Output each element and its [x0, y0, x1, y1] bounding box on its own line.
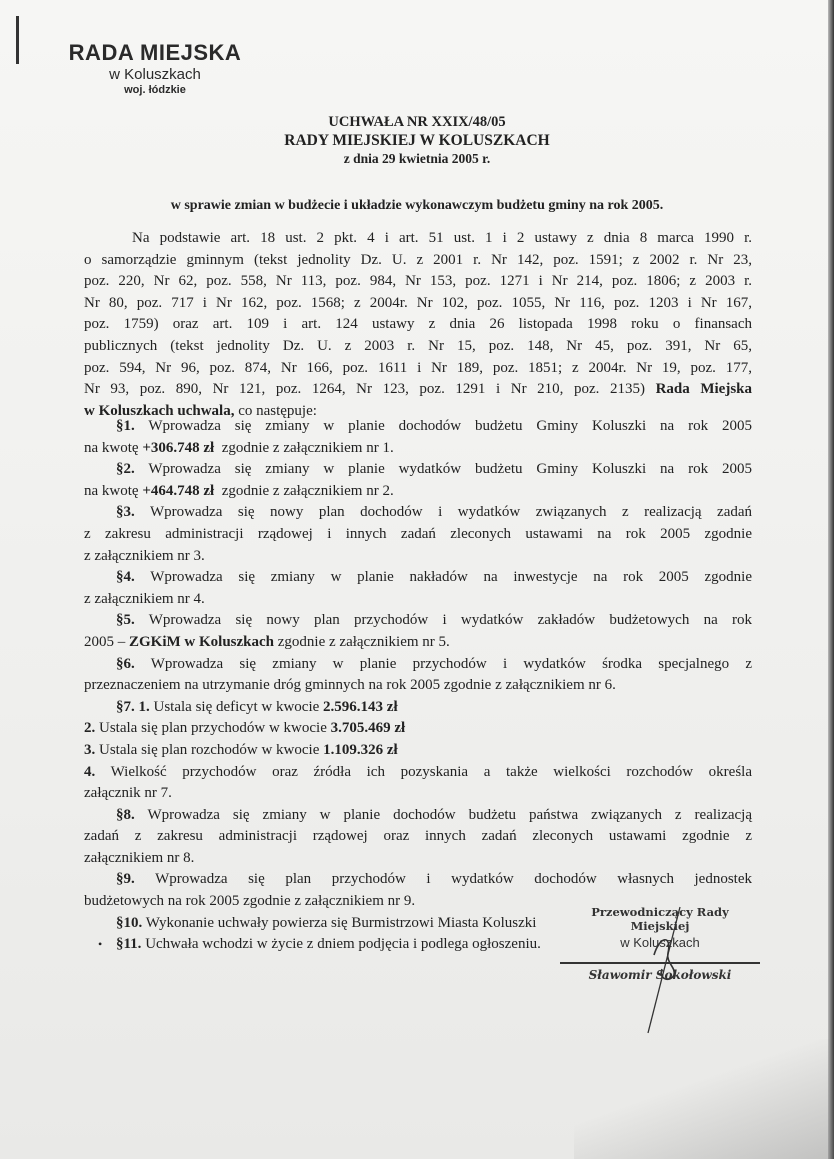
preamble-line: Nr 80, poz. 717 i Nr 162, poz. 1568; z 2004r. Nr 102, poz. 1055, Nr 116, poz. 1203 i Nr 167, [84, 294, 752, 311]
deficit-amount: 2.596.143 zł [323, 698, 398, 715]
preamble-tail: co następuje: [238, 402, 317, 419]
paragraph-5 [84, 610, 752, 653]
paragraph-number: §5. [116, 612, 135, 629]
paragraph-number: §3. [116, 504, 135, 521]
scan-corner-shadow [574, 1039, 834, 1159]
resolution-date: z dnia 29 kwietnia 2005 r. [343, 151, 491, 166]
paragraph-text: przeznaczeniem na utrzymanie dróg gminnych na rok 2005 zgodnie z załącznikiem nr 6. [84, 677, 616, 694]
preamble-line: publicznych (tekst jednolity Dz. U. z 2003 r. Nr 15, poz. 148, Nr 45, poz. 391, Nr 65, [84, 337, 752, 354]
paragraph-text: z załącznikiem nr 4. [84, 590, 205, 607]
council-stamp [60, 40, 250, 96]
paragraph-text: zgodnie z załącznikiem nr 2. [221, 482, 394, 499]
paragraph-text: zadań z zakresu administracji rządowej oraz innych zadań zleconych ustawami zgodnie z [84, 828, 752, 845]
signatory-place: w Koluszkach [620, 935, 700, 950]
paragraph-text: Wprowadza się zmiany w planie dochodów budżetu państwa związanych z realizacją [147, 806, 752, 823]
paragraph-text: Uchwała wchodzi w życie z dniem podjęcia i podlega ogłoszeniu. [145, 936, 541, 953]
preamble-line: o samorządzie gminnym (tekst jednolity Dz. U. z 2001 r. Nr 142, poz. 1591; z 2002 r. Nr 23, [84, 251, 752, 268]
item-number: 3. [84, 741, 96, 758]
paragraph-3 [84, 502, 752, 567]
signatory-title: Przewodniczący Rady Miejskiej [591, 905, 729, 933]
paragraph-text: Wprowadza się plan przychodów i wydatków dochodów własnych jednostek [155, 871, 752, 888]
paragraph-number: §8. [116, 806, 135, 823]
paragraph-number: §7. 1. [116, 698, 150, 715]
preamble-line: poz. 1759) oraz art. 109 i art. 124 ustawy z dnia 26 listopada 1998 roku o finansach [84, 316, 752, 333]
paragraph-text: Ustala się plan rozchodów w kwocie [99, 741, 320, 758]
paragraph-text: zgodnie z załącznikiem nr 5. [277, 633, 450, 650]
paragraph-text: Wprowadza się zmiany w planie wydatków budżetu Gminy Koluszki na rok 2005 [148, 461, 752, 478]
paragraph-text: Ustala się deficyt w kwocie [153, 698, 320, 715]
paragraph-text: na kwotę [84, 482, 139, 499]
paragraph-text: załącznik nr 7. [84, 785, 172, 802]
unit-name-bold: ZGKiM w Koluszkach [129, 633, 275, 650]
paragraph-number: §6. [116, 655, 135, 672]
resolution-issuer: RADY MIEJSKIEJ W KOLUSZKACH [284, 132, 550, 149]
paragraph-text: Wprowadza się zmiany w planie dochodów budżetu Gminy Koluszki na rok 2005 [148, 418, 752, 434]
bullet-mark-icon: • [98, 937, 103, 952]
preamble-line: Na podstawie art. 18 ust. 2 pkt. 4 i art. 51 ust. 1 i 2 ustawy z dnia 8 marca 1990 r. [132, 230, 752, 246]
stamp-line-1: RADA MIEJSKA [68, 40, 242, 65]
paragraph-1 [84, 416, 752, 459]
paragraph-number: §11. [116, 936, 142, 953]
paragraph-text: Wykonanie uchwały powierza się Burmistrzowi Miasta Koluszki [145, 914, 537, 931]
paragraph-text: Ustala się plan przychodów w kwocie [99, 720, 327, 737]
paragraph-text: z zakresu administracji rządowej i innych zadań zleconych ustawami na rok 2005 zgodnie [84, 525, 752, 542]
paragraph-number: §9. [116, 871, 135, 888]
paragraph-number: §10. [116, 914, 143, 931]
paragraph-text: zgodnie z załącznikiem nr 1. [221, 439, 394, 456]
preamble-line: poz. 220, Nr 62, poz. 558, Nr 113, poz. 984, Nr 153, poz. 1271 i Nr 214, poz. 1806; z 2003 r. [84, 273, 752, 290]
resolution-subject: w sprawie zmian w budżecie i układzie wykonawczym budżetu gminy na rok 2005. [170, 198, 664, 213]
paragraph-2 [84, 459, 752, 502]
paragraph-8 [84, 805, 752, 870]
council-uchwala-bold: w Koluszkach uchwala, [84, 402, 235, 419]
expense-change-amount: +464.748 zł [142, 482, 215, 499]
paragraph-7 [84, 697, 752, 805]
paragraph-number: §4. [116, 569, 135, 586]
income-change-amount: +306.748 zł [142, 439, 215, 456]
paragraph-text: załącznikiem nr 8. [84, 849, 195, 866]
resolution-title: UCHWAŁA NR XXIX/48/05 [328, 114, 506, 130]
paragraph-text: Wielkość przychodów oraz źródła ich pozyskania a także wielkości rozchodów określa [110, 763, 752, 780]
outflow-plan-amount: 1.109.326 zł [323, 741, 398, 758]
paragraph-text: na kwotę [84, 439, 139, 456]
handwritten-signature-icon [640, 905, 690, 1035]
item-number: 4. [84, 763, 96, 780]
preamble-line: poz. 594, Nr 96, poz. 874, Nr 166, poz. 1611 i Nr 189, poz. 1851; z 2004r. Nr 19, poz. 177, [84, 359, 752, 376]
paragraph-text: Wprowadza się nowy plan dochodów i wydatków związanych z realizacją zadań [149, 504, 753, 521]
scan-edge-shadow [828, 0, 834, 1159]
paragraph-text: budżetowych na rok 2005 zgodnie z załącznikiem nr 9. [84, 893, 416, 910]
paragraph-number: §2. [116, 461, 135, 478]
signatory-name: Sławomir Sokołowski [588, 968, 732, 982]
council-name-bold: Rada Miejska [655, 381, 752, 398]
paragraph-4 [84, 567, 752, 610]
item-number: 2. [84, 720, 96, 737]
paragraph-text: z załącznikiem nr 3. [84, 547, 205, 564]
stamp-line-3: woj. łódzkie [124, 84, 186, 96]
paragraph-text: Wprowadza się zmiany w planie nakładów na inwestycje na rok 2005 zgodnie [150, 569, 752, 586]
paragraph-text: Wprowadza się zmiany w planie przychodów i wydatków środka specjalnego z [150, 655, 752, 672]
revenue-plan-amount: 3.705.469 zł [330, 720, 406, 737]
paragraph-text: Wprowadza się nowy plan przychodów i wydatków zakładów budżetowych na rok [148, 612, 752, 629]
paragraph-number: §1. [116, 418, 135, 434]
resolution-paragraphs [84, 416, 752, 956]
stamp-line-2: w Koluszkach [109, 66, 201, 83]
margin-mark [16, 16, 19, 64]
preamble-line-with-tail [84, 379, 752, 401]
preamble [84, 228, 752, 422]
paragraph-6 [84, 654, 752, 697]
preamble-line: Nr 93, poz. 890, Nr 121, poz. 1264, Nr 123, poz. 1291 i Nr 210, poz. 2135) [84, 381, 645, 398]
paragraph-text: 2005 – [84, 633, 126, 650]
